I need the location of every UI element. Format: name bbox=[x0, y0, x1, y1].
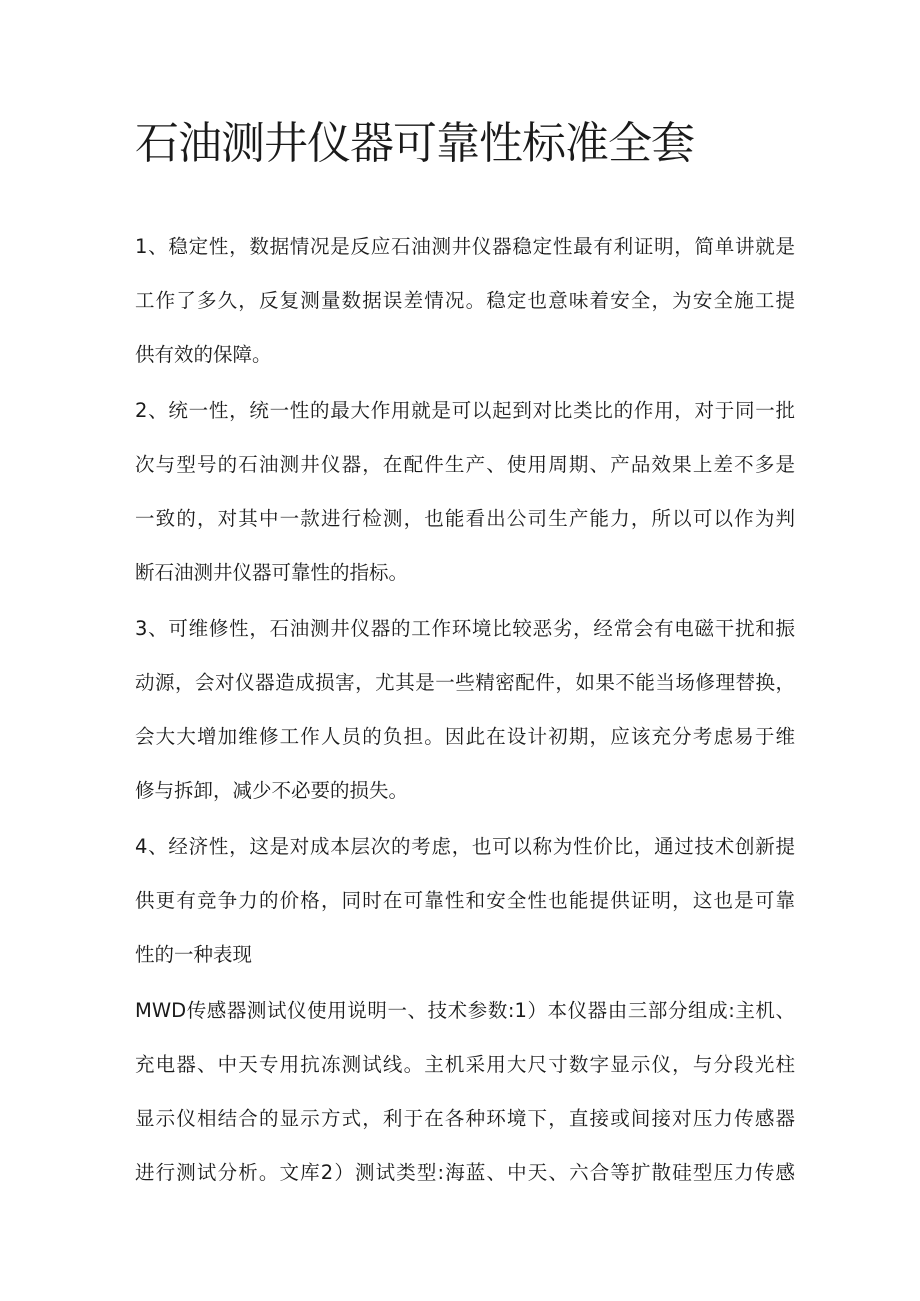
text-line: 4、经济性，这是对成本层次的考虑，也可以称为性价比，通过技术创新提 bbox=[135, 835, 795, 858]
paragraph-economy bbox=[135, 820, 795, 982]
paragraph-mwd-tester bbox=[135, 984, 795, 1200]
paragraph-uniformity bbox=[135, 384, 795, 600]
text-line: 充电器、中天专用抗冻测试线。主机采用大尺寸数字显示仪，与分段光柱 bbox=[135, 1053, 795, 1076]
text-line: 3、可维修性，石油测井仪器的工作环境比较恶劣，经常会有电磁干扰和振 bbox=[135, 617, 795, 640]
text-line: 动源，会对仪器造成损害，尤其是一些精密配件，如果不能当场修理替换， bbox=[135, 671, 795, 694]
text-line: 显示仪相结合的显示方式，利于在各种环境下，直接或间接对压力传感器 bbox=[135, 1107, 795, 1130]
text-line: 次与型号的石油测井仪器，在配件生产、使用周期、产品效果上差不多是 bbox=[135, 453, 795, 476]
document-title: 石油测井仪器可靠性标准全套 bbox=[135, 118, 694, 169]
text-line: 供更有竞争力的价格，同时在可靠性和安全性也能提供证明，这也是可靠 bbox=[135, 889, 795, 912]
text-line: 供有效的保障。 bbox=[135, 343, 272, 366]
text-line: 工作了多久，反复测量数据误差情况。稳定也意味着安全，为安全施工提 bbox=[135, 289, 795, 312]
text-line: 一致的，对其中一款进行检测，也能看出公司生产能力，所以可以作为判 bbox=[135, 507, 795, 530]
text-line: 断石油测井仪器可靠性的指标。 bbox=[135, 561, 409, 584]
text-line: 会大大增加维修工作人员的负担。因此在设计初期，应该充分考虑易于维 bbox=[135, 725, 795, 748]
paragraph-maintainability bbox=[135, 602, 795, 818]
text-line: 进行测试分析。文库2）测试类型:海蓝、中天、六合等扩散硅型压力传感 bbox=[135, 1161, 795, 1184]
text-line: 2、统一性，统一性的最大作用就是可以起到对比类比的作用，对于同一批 bbox=[135, 399, 795, 422]
text-line: MWD传感器测试仪使用说明一、技术参数:1）本仪器由三部分组成:主机、 bbox=[135, 999, 795, 1022]
text-line: 1、稳定性，数据情况是反应石油测井仪器稳定性最有利证明，简单讲就是 bbox=[135, 235, 795, 258]
paragraph-stability bbox=[135, 220, 795, 382]
text-line: 修与拆卸，减少不必要的损失。 bbox=[135, 779, 409, 802]
text-line: 性的一种表现 bbox=[135, 943, 253, 966]
